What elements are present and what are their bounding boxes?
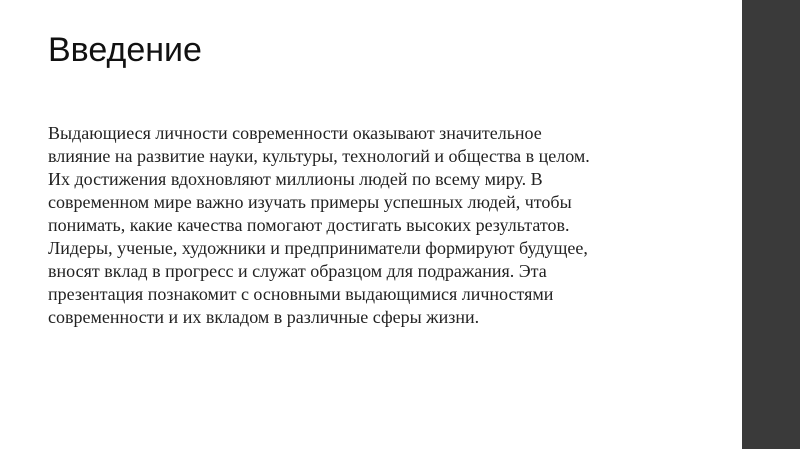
- body-line: вносят вклад в прогресс и служат образцом для подражания. Эта: [48, 261, 547, 281]
- body-line: Лидеры, ученые, художники и предприниматели формируют будущее,: [48, 238, 588, 258]
- body-line: презентация познакомит с основными выдающимися личностями: [48, 284, 554, 304]
- body-line: Выдающиеся личности современности оказывают значительное: [48, 123, 542, 143]
- body-line: современном мире важно изучать примеры успешных людей, чтобы: [48, 192, 572, 212]
- body-line: Их достижения вдохновляют миллионы людей по всему миру. В: [48, 169, 543, 189]
- slide-title: Введение: [48, 31, 202, 69]
- slide-body: [48, 122, 590, 329]
- side-bar: [742, 0, 800, 449]
- body-line: влияние на развитие науки, культуры, технологий и общества в целом.: [48, 146, 590, 166]
- body-line: понимать, какие качества помогают достигать высоких результатов.: [48, 215, 570, 235]
- body-line: современности и их вкладом в различные сферы жизни.: [48, 307, 480, 327]
